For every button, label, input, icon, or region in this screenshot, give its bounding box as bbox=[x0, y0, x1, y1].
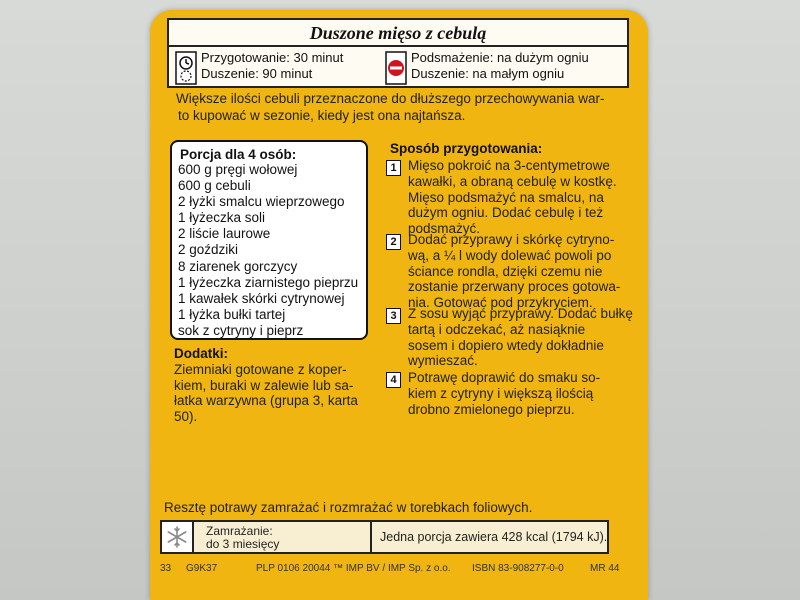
step-text bbox=[408, 158, 617, 237]
stew-heat: Duszenie: na małym ogniu bbox=[411, 66, 565, 81]
step-line: Mięso pokroić na 3-centymetrowe bbox=[408, 158, 610, 173]
mr-code: MR 44 bbox=[590, 563, 620, 574]
addons-line: kiem, buraki w zalewie lub sa- bbox=[174, 377, 354, 393]
step-line: wymieszać. bbox=[408, 353, 478, 369]
step-number: 1 bbox=[386, 160, 401, 176]
ingredient-item: 2 liście laurowe bbox=[178, 226, 271, 242]
ingredient-item: 1 łyżka bułki tartej bbox=[178, 306, 286, 322]
step-number: 4 bbox=[386, 372, 401, 388]
stew-time: Duszenie: 90 minut bbox=[201, 66, 313, 81]
step-number: 2 bbox=[386, 234, 401, 250]
addons-line: Ziemniaki gotowane z koper- bbox=[174, 362, 347, 377]
ingredient-item: 1 kawałek skórki cytrynowej bbox=[178, 290, 345, 306]
step-line: Z sosu wyjąć przyprawy. Dodać bułkę bbox=[408, 306, 633, 321]
step-line: kawałki, a obraną cebulę w kostkę. bbox=[408, 173, 617, 189]
step-line: wą, a ¼ l wody dolewać powoli po bbox=[408, 247, 612, 263]
addons-text bbox=[174, 362, 364, 424]
card-number: 33 bbox=[160, 563, 172, 574]
ingredients-box bbox=[170, 140, 368, 340]
step-line: nia. Gotować pod przykryciem. bbox=[408, 295, 593, 311]
fry-heat: Podsmażenie: na dużym ogniu bbox=[411, 50, 589, 65]
step-line: kiem z cytryny i większą ilością bbox=[408, 385, 594, 401]
nutrition-divider bbox=[370, 522, 372, 552]
addons-line: łatka warzywna (grupa 3, karta bbox=[174, 393, 358, 408]
step-line: drobno zmielonego pieprzu. bbox=[408, 401, 575, 417]
method-title: Sposób przygotowania: bbox=[390, 141, 543, 156]
step-line: sosem i dopiero wtedy dokładnie bbox=[408, 337, 604, 353]
recipe-header bbox=[167, 18, 629, 88]
addons-title: Dodatki: bbox=[174, 346, 228, 361]
step-line: tartą i odczekać, aż nasiąknie bbox=[408, 321, 586, 337]
ingredient-item: 8 ziarenek gorczycy bbox=[178, 258, 298, 274]
step-line: Dodać przyprawy i skórkę cytryno- bbox=[408, 232, 615, 247]
title-divider bbox=[169, 45, 627, 47]
clock-icon bbox=[175, 51, 197, 85]
step-text bbox=[408, 232, 620, 311]
ingredients-title: Porcja dla 4 osób: bbox=[180, 147, 297, 162]
step-line: Potrawę doprawić do smaku so- bbox=[408, 370, 601, 385]
calorie-info: Jedna porcja zawiera 428 kcal (1794 kJ). bbox=[380, 530, 608, 544]
publisher-info: PLP 0106 20044 ™ IMP BV / IMP Sp. z o.o. bbox=[256, 563, 451, 574]
step-text bbox=[408, 370, 600, 417]
freeze-info bbox=[206, 525, 279, 551]
ingredient-item: 600 g cebuli bbox=[178, 178, 251, 194]
ingredient-item: 1 łyżeczka ziarnistego pieprzu bbox=[178, 274, 359, 290]
step-text bbox=[408, 306, 633, 369]
ingredient-item: 2 łyżki smalcu wieprzowego bbox=[178, 194, 345, 210]
step-line: dużym ogniu. Dodać cebulę i też bbox=[408, 205, 604, 221]
ingredient-item: 2 goździki bbox=[178, 242, 239, 258]
intro-line: Większe ilości cebuli przeznaczone do dłuższego przechowywania war- bbox=[176, 91, 605, 106]
frying-pan-icon bbox=[385, 51, 407, 85]
step-line: ściance rondla, dzięki czemu nie bbox=[408, 263, 603, 279]
isbn: ISBN 83-908277-0-0 bbox=[472, 563, 564, 574]
step-number: 3 bbox=[386, 308, 401, 324]
freeze-label: Zamrażanie: bbox=[206, 524, 273, 538]
storage-note: Resztę potrawy zamrażać i rozmrażać w torebkach foliowych. bbox=[164, 500, 533, 515]
intro-line: to kupować w sezonie, kiedy jest ona najtańsza. bbox=[178, 108, 466, 123]
ingredient-item: 600 g pręgi wołowej bbox=[178, 162, 298, 177]
nutrition-box bbox=[160, 520, 609, 554]
step-line: podsmażyć. bbox=[408, 221, 481, 237]
addons-line: 50). bbox=[174, 408, 198, 424]
prep-time: Przygotowanie: 30 minut bbox=[201, 50, 344, 65]
recipe-card bbox=[150, 10, 648, 600]
ingredient-item: sok z cytryny i pieprz bbox=[178, 322, 304, 338]
card-code: G9K37 bbox=[186, 563, 218, 574]
ingredient-item: 1 łyżeczka soli bbox=[178, 210, 266, 226]
intro-text bbox=[176, 90, 626, 124]
step-line: zostanie przerwany proces gotowa- bbox=[408, 279, 621, 295]
snowflake-icon bbox=[162, 522, 194, 552]
freeze-duration: do 3 miesięcy bbox=[206, 537, 280, 551]
recipe-title: Duszone mięso z cebulą bbox=[309, 23, 487, 43]
step-line: Mięso podsmażyć na smalcu, na bbox=[408, 189, 604, 205]
